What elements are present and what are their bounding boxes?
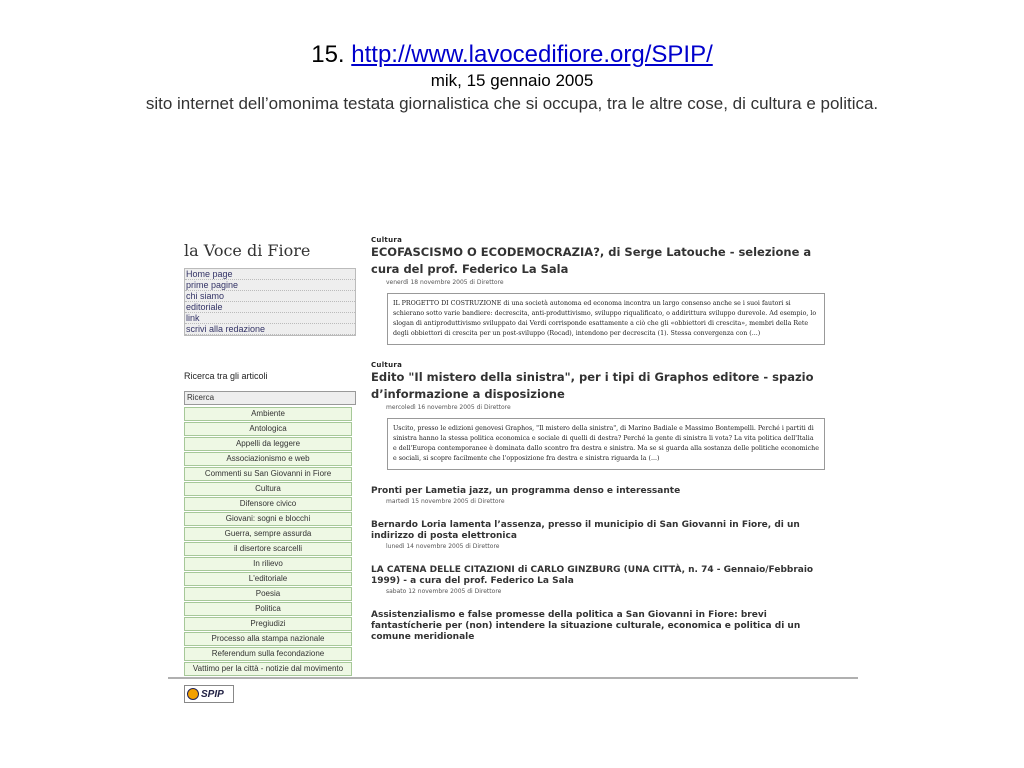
article-item [371,236,836,345]
sidebar [184,241,356,703]
article-list [371,236,836,643]
category-item[interactable]: Guerra, sempre assurda [184,527,352,541]
nav-home[interactable]: Home page [185,269,355,280]
article-item [371,610,836,643]
author-date: mik, 15 gennaio 2005 [430,71,594,90]
article-item [371,520,836,551]
spip-logo-icon [187,688,199,700]
nav-menu [184,268,356,336]
article-abstract: Uscito, presso le edizioni genovesi Graphos, "Il mistero della sinistra", di Marino Badiale e Massimo Bontempelli. Perché i partiti di sinistra hanno la stessa politica economica e sociale di quelli di destra? Perché la gente di sinistra li vota? La vita politica dell'Italia e dell'Europa contemporanee è dominata dallo scontro fra destra e sinistra. Ma se si guarda alla sostanza delle politiche economiche e sociali, si scopre facilmente che l'opposizione fra destra e sinistra riguarda la (...) [387,418,825,470]
article-abstract: IL PROGETTO DI COSTRUZIONE di una società autonoma ed economa incontra un largo consenso anche se i suoi fautori si schierano sotto varie bandiere: decrescita, anti-produttivismo, sviluppo riqualificato, o addirittura sviluppo durevole. Ad esempio, lo slogan di antiproduttivismo sviluppato dai Verdi corrisponde esattamente a ciò che gli «obbiettori di crescita», membri della Rete degli obbiettori di crescita per un post-sviluppo (Rocad), intendono per decrescita (1). Stessa convergenza con (...) [387,293,825,345]
category-item[interactable]: Appelli da leggere [184,437,352,451]
article-date: sabato 12 novembre 2005 di Direttore [386,588,502,595]
category-item[interactable]: Politica [184,602,352,616]
category-item[interactable]: Cultura [184,482,352,496]
spip-logo[interactable] [184,685,234,703]
category-item[interactable]: Pregiudizi [184,617,352,631]
article-title[interactable]: Pronti per Lametia jazz, un programma denso e interessante [371,486,681,496]
article-date: venerdì 18 novembre 2005 di Direttore [386,279,504,286]
article-date: lunedì 14 novembre 2005 di Direttore [386,543,500,550]
article-title[interactable]: Edito "Il mistero della sinistra", per i tipi di Graphos editore - spazio d’informazione a disposizione [371,370,814,401]
slide-header [0,40,1024,115]
article-rubric[interactable]: Cultura [371,361,403,369]
search-input[interactable]: Ricerca [184,391,356,405]
category-item[interactable]: Giovani: sogni e blocchi [184,512,352,526]
article-date: mercoledì 16 novembre 2005 di Direttore [386,404,511,411]
article-item [371,486,836,506]
slide-description: sito internet dell’omonima testata giornalistica che si occupa, tra le altre cose, di cultura e politica. [145,94,879,113]
nav-editoriale[interactable]: editoriale [185,302,355,313]
site-title: la Voce di Fiore [184,241,311,260]
article-item [371,361,836,470]
category-item[interactable]: Antologica [184,422,352,436]
article-date: martedì 15 novembre 2005 di Direttore [386,498,505,505]
article-title[interactable]: LA CATENA DELLE CITAZIONI di CARLO GINZBURG (UNA CITTÀ, n. 74 - Gennaio/Febbraio 1999) - a cura del prof. Federico La Sala [371,565,814,586]
category-item[interactable]: Vattimo per la città - notizie dal movimento [184,662,352,676]
article-title[interactable]: Assistenzialismo e false promesse della politica a San Giovanni in Fiore: brevi fantastícherie per (non) intendere la situazione culturale, economica e politica di un comune meridionale [371,610,801,642]
nav-chi-siamo[interactable]: chi siamo [185,291,355,302]
category-item[interactable]: In rilievo [184,557,352,571]
article-rubric[interactable]: Cultura [371,236,403,244]
category-item[interactable]: Processo alla stampa nazionale [184,632,352,646]
category-list [184,407,352,676]
category-item[interactable]: Associazionismo e web [184,452,352,466]
search-title: Ricerca tra gli articoli [184,371,268,381]
category-item[interactable]: Commenti su San Giovanni in Fiore [184,467,352,481]
category-item[interactable]: Difensore civico [184,497,352,511]
article-title[interactable]: ECOFASCISMO O ECODEMOCRAZIA?, di Serge Latouche - selezione a cura del prof. Federico La Sala [371,245,812,276]
category-item[interactable]: L'editoriale [184,572,352,586]
slide-title-line [0,40,1024,70]
category-item[interactable]: il disertore scarcelli [184,542,352,556]
nav-scrivi[interactable]: scrivi alla redazione [185,324,355,335]
nav-link[interactable]: link [185,313,355,324]
category-item[interactable]: Referendum sulla fecondazione [184,647,352,661]
slide-number: 15. [311,41,345,68]
site-url-link[interactable]: http://www.lavocedifiore.org/SPIP/ [351,41,713,68]
article-title[interactable]: Bernardo Loria lamenta l’assenza, presso il municipio di San Giovanni in Fiore, di un indirizzo di posta elettronica [371,520,800,541]
article-item [371,565,836,596]
spip-logo-text: SPIP [201,688,224,700]
nav-prime-pagine[interactable]: prime pagine [185,280,355,291]
category-item[interactable]: Poesia [184,587,352,601]
category-item[interactable]: Ambiente [184,407,352,421]
